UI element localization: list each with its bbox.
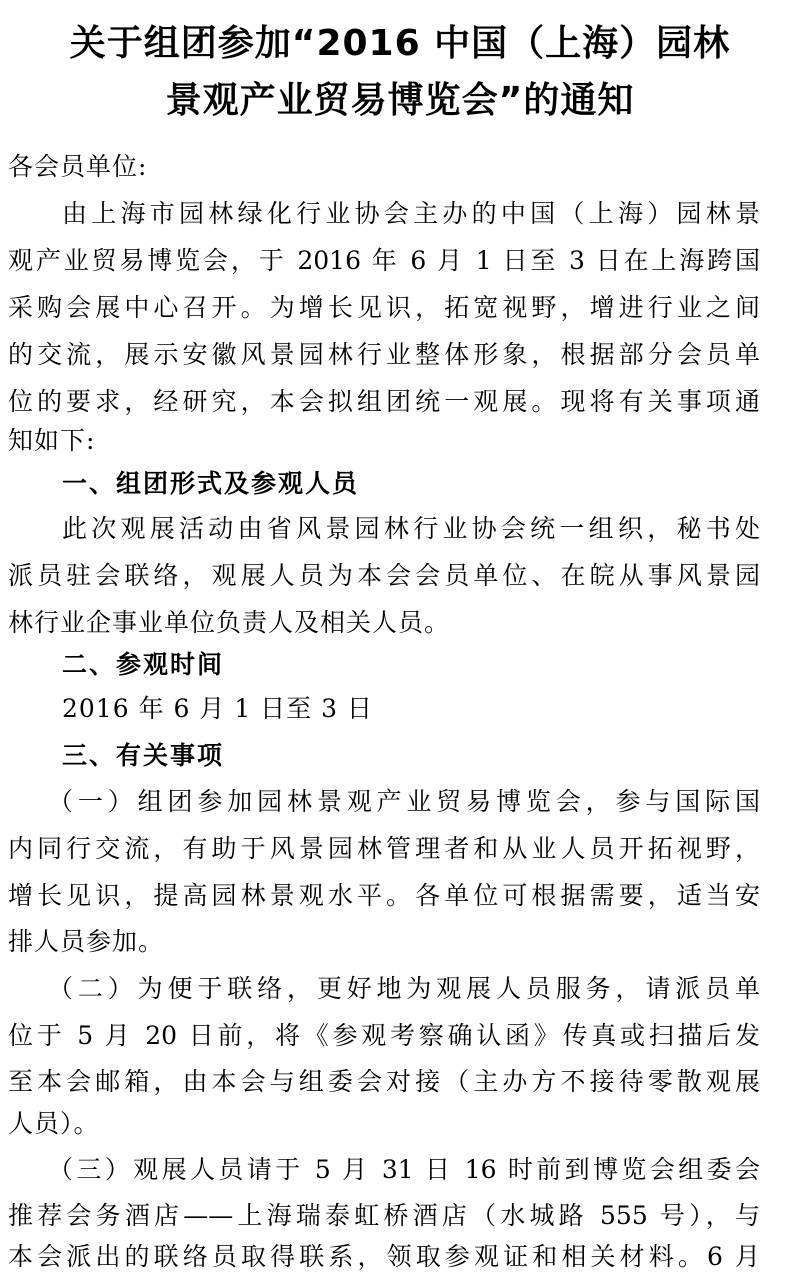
title-line-2: 景观产业贸易博览会”的通知 <box>165 80 635 121</box>
section-1-heading: 一、组团形式及参观人员 <box>62 469 360 498</box>
intro-line-2: 观产业贸易博览会，于 2016 年 6 月 1 日至 3 日在上海跨国 <box>8 246 760 275</box>
item-1-line-2: 内同行交流，有助于风景园林管理者和从业人员开拓视野， <box>8 834 760 863</box>
intro-line-5: 位的要求，经研究，本会拟组团统一观展。现将有关事项通 <box>8 387 760 416</box>
section-1-line-2: 派员驻会联络，观展人员为本会会员单位、在皖从事风景园 <box>8 561 760 590</box>
section-3-heading: 三、有关事项 <box>62 741 225 770</box>
section-2-heading: 二、参观时间 <box>62 650 225 679</box>
item-1-line-3: 增长见识，提高园林景观水平。各单位可根据需要，适当安 <box>8 881 760 910</box>
section-2-line-1: 2016 年 6 月 1 日至 3 日 <box>62 694 373 723</box>
intro-line-1: 由上海市园林绿化行业协会主办的中国（上海）园林景 <box>62 199 760 228</box>
item-2-line-4: 人员）。 <box>8 1109 100 1138</box>
item-3-line-3: 本会派出的联络员取得联系，领取参观证和相关材料。6 月 <box>8 1242 760 1271</box>
item-3-line-1: （三）观展人员请于 5 月 31 日 16 时前到博览会组委会 <box>48 1155 760 1184</box>
item-1-line-4: 排人员参加。 <box>8 927 165 956</box>
salutation: 各会员单位: <box>8 152 148 181</box>
section-1-line-1: 此次观展活动由省风景园林行业协会统一组织，秘书处 <box>62 514 760 543</box>
item-2-line-2: 位于 5 月 20 日前，将《参观考察确认函》传真或扫描后发 <box>8 1021 760 1050</box>
intro-line-3: 采购会展中心召开。为增长见识，拓宽视野，增进行业之间 <box>8 293 760 322</box>
intro-line-6: 知如下: <box>8 426 96 455</box>
item-1-line-1: （一）组团参加园林景观产业贸易博览会，参与国际国 <box>48 787 760 816</box>
item-2-line-1: （二）为便于联络，更好地为观展人员服务，请派员单 <box>48 974 760 1003</box>
title-line-1: 关于组团参加“2016 中国（上海）园林 <box>69 23 731 64</box>
item-3-line-2: 推荐会务酒店——上海瑞泰虹桥酒店（水城路 555 号），与 <box>8 1201 760 1230</box>
section-1-line-3: 林行业企事业单位负责人及相关人员。 <box>8 608 451 637</box>
intro-line-4: 的交流，展示安徽风景园林行业整体形象，根据部分会员单 <box>8 340 760 369</box>
item-2-line-3: 至本会邮箱，由本会与组委会对接（主办方不接待零散观展 <box>8 1067 760 1096</box>
